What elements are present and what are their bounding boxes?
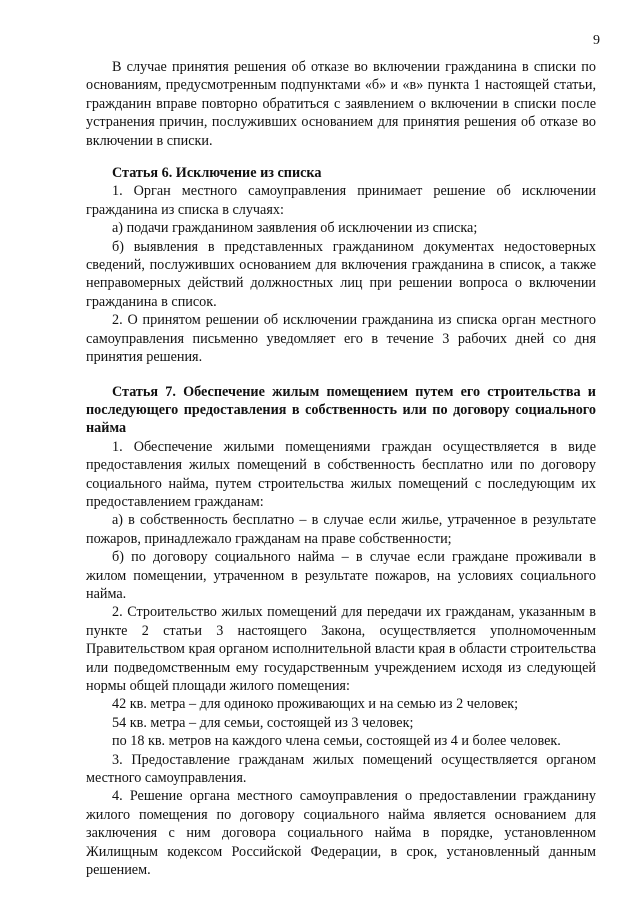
- article-7-paragraph-2: 2. Строительство жилых помещений для передачи их гражданам, указанным в пункте 2 статьи 3 настоящего Закона, осуществляется уполномоченным Правительством края органом исполнительной власти края в области строительства или подведомственным ему государственным учреждением исходя из следующей нормы общей площади жилого помещения:: [86, 604, 596, 694]
- page-number: 9: [593, 33, 600, 48]
- intro-paragraph: В случае принятия решения об отказе во включении гражданина в списки по основаниям, предусмотренным подпунктами «б» и «в» пункта 1 настоящей статьи, гражданин вправе повторно обратиться с заявлением о включении в списки после устранения причин, послуживших основанием для принятия решения об отказе во включении в списки.: [86, 59, 596, 149]
- article-6-paragraph-2: 2. О принятом решении об исключении гражданина из списка орган местного самоуправления письменно уведомляет его в течение 3 рабочих дней со дня принятия решения.: [86, 312, 596, 366]
- article-7-item-a: а) в собственность бесплатно – в случае если жилье, утраченное в результате пожаров, принадлежало гражданам на праве собственности;: [86, 512, 596, 547]
- article-7-item-b: б) по договору социального найма – в случае если граждане проживали в жилом помещении, утраченном в результате пожаров, на условиях социального найма.: [86, 549, 596, 602]
- article-6-item-a: а) подачи гражданином заявления об исключении из списка;: [112, 220, 478, 237]
- article-7-norm-3: по 18 кв. метров на каждого члена семьи, состоящей из 4 и более человек.: [112, 733, 561, 750]
- article-6-item-b: б) выявления в представленных гражданином документах недостоверных сведений, послуживших основанием для включения гражданина в список, а также неправомерных действий должностных лиц при решении вопроса о включении гражданина в список.: [86, 238, 596, 310]
- article-7-norm-2: 54 кв. метра – для семьи, состоящей из 3 человек;: [112, 714, 414, 731]
- document-body: [86, 58, 596, 879]
- article-6-title: Статья 6. Исключение из списка: [112, 165, 322, 182]
- article-6-paragraph-1: 1. Орган местного самоуправления принимает решение об исключении гражданина из списка в случаях:: [86, 183, 596, 218]
- article-7-paragraph-3: 3. Предоставление гражданам жилых помещений осуществляется органом местного самоуправления.: [86, 751, 596, 787]
- article-7-paragraph-4: 4. Решение органа местного самоуправления о предоставлении гражданину жилого помещения по договору социального найма является основанием для заключения с ним договора социального найма в порядке, установленном Жилищным кодексом Российской Федерации, в срок, установленный данным решением.: [86, 788, 596, 879]
- article-7-paragraph-1: 1. Обеспечение жилыми помещениями граждан осуществляется в виде предоставления жилых помещений в собственность бесплатно или по договору социального найма, путем строительства жилых помещений с последующим их предоставлением гражданам:: [86, 438, 596, 510]
- article-7-title: Статья 7. Обеспечение жилым помещением путем его строительства и последующего предоставления в собственность или по договору социального найма: [86, 383, 596, 437]
- article-7-norm-1: 42 кв. метра – для одиноко проживающих и на семью из 2 человек;: [112, 696, 519, 713]
